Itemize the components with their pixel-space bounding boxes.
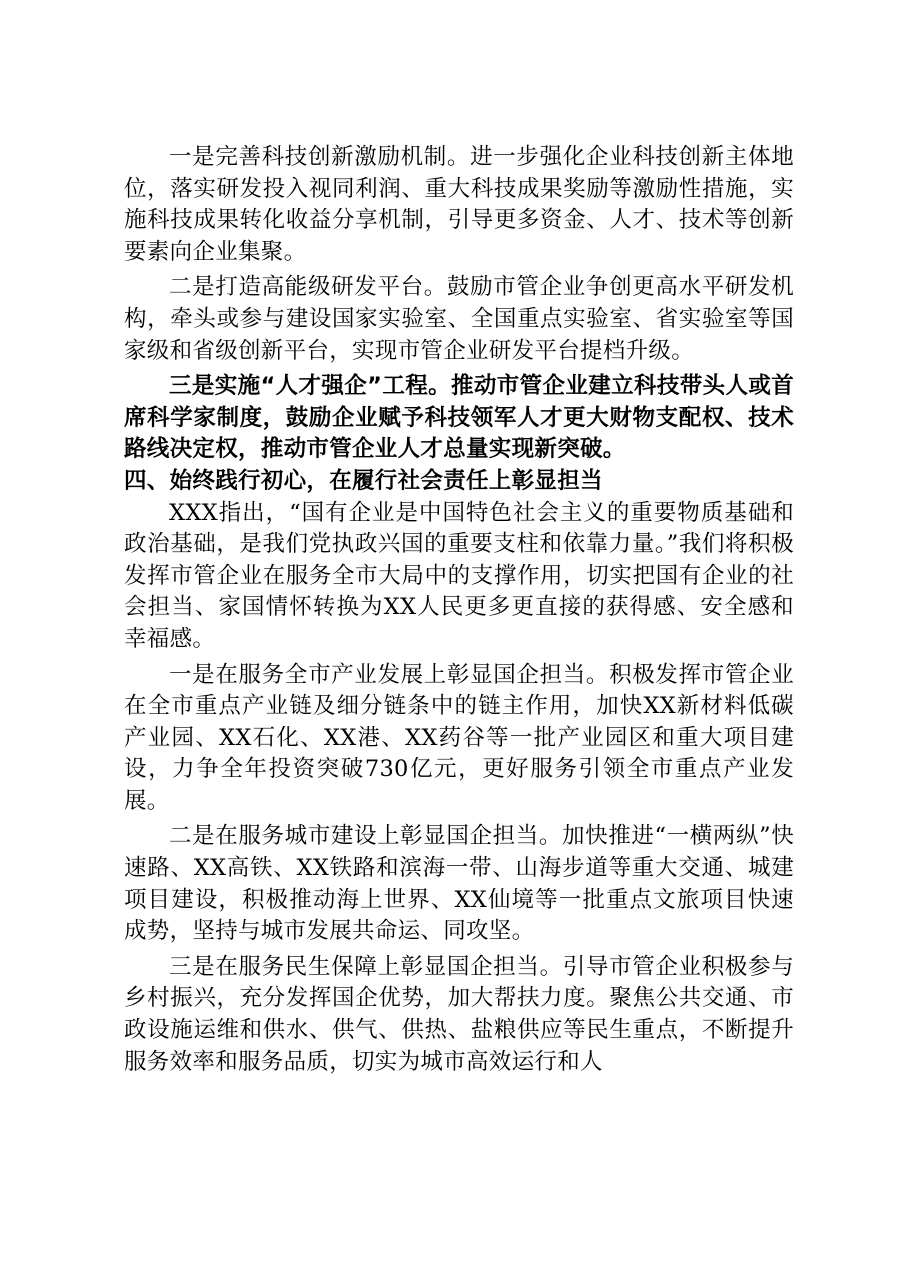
paragraph-talent-project: 三是实施“人才强企”工程。推动市管企业建立科技带头人或首席科学家制度，鼓励企业赋予科技领军人才更大财物支配权、技术路线决定权，推动市管企业人才总量实现新突破。 bbox=[124, 373, 794, 463]
document-page bbox=[124, 142, 794, 1078]
paragraph-livelihood: 三是在服务民生保障上彰显国企担当。引导市管企业积极参与乡村振兴，充分发挥国企优势，加大帮扶力度。聚焦公共交通、市政设施运维和供水、供气、供热、盐粮供应等民生重点，不断提升服务效率和服务品质，切实为城市高效运行和人 bbox=[124, 953, 794, 1075]
paragraph-industry-development: 一是在服务全市产业发展上彰显国企担当。积极发挥市管企业在全市重点产业链及细分链条中的链主作用，加快XX新材料低碳产业园、XX石化、XX港、XX药谷等一批产业园区和重大项目建设，力争全年投资突破730亿元，更好服务引领全市重点产业发展。 bbox=[124, 661, 794, 814]
section-heading-social-responsibility: 四、始终践行初心，在履行社会责任上彰显担当 bbox=[124, 467, 603, 494]
paragraph-tech-incentive: 一是完善科技创新激励机制。进一步强化企业科技创新主体地位，落实研发投入视同利润、重大科技成果奖励等激励性措施，实施科技成果转化收益分享机制，引导更多资金、人才、技术等创新要素向企业集聚。 bbox=[124, 144, 794, 265]
paragraph-rd-platform: 二是打造高能级研发平台。鼓励市管企业争创更高水平研发机构，牵头或参与建设国家实验室、全国重点实验室、省实验室等国家级和省级创新平台，实现市管企业研发平台提档升级。 bbox=[124, 274, 794, 364]
paragraph-quote: XXX指出，“国有企业是中国特色社会主义的重要物质基础和政治基础，是我们党执政兴国的重要支柱和依靠力量。”我们将积极发挥市管企业在服务全市大局中的支撑作用，切实把国有企业的社会担当、家国情怀转换为XX人民更多更直接的获得感、安全感和幸福感。 bbox=[124, 499, 794, 652]
paragraph-city-construction: 二是在服务城市建设上彰显国企担当。加快推进“一横两纵”快速路、XX高铁、XX铁路和滨海一带、山海步道等重大交通、城建项目建设，积极推动海上世界、XX仙境等一批重点文旅项目快速成势，坚持与城市发展共命运、同攻坚。 bbox=[124, 823, 794, 945]
